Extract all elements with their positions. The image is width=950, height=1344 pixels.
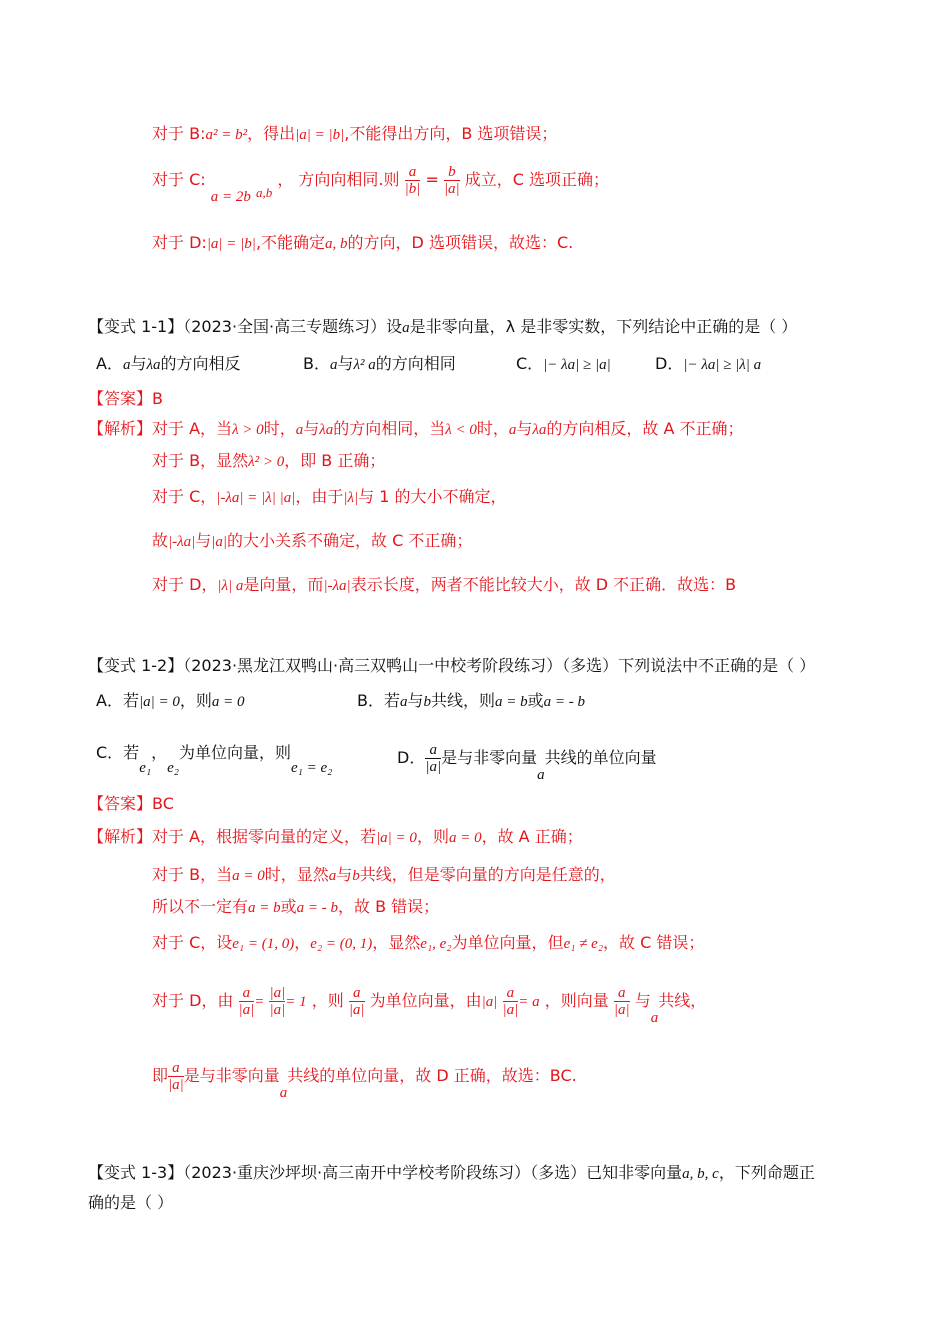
- solution-line-c: 对于 C: a = 2b $_{a,b}$ ， 方向向相同.则 $\frac{a}{|b|}$ = $\frac{b}{|a|}$ 成立，C 选项正确；: [152, 164, 610, 205]
- option-d[interactable]: D． $\frac{a}{|a|}$ 是与非零向量a共线的单位向量: [397, 742, 657, 783]
- analysis-1-1-line-3: 对于 C，|-λa| = |λ| |a|，由于|λ|与 1 的大小不确定，: [152, 487, 507, 506]
- question-1-3-continued: 确的是（ ）: [88, 1193, 174, 1212]
- option-a[interactable]: A．若|a| = 0，则a = 0: [96, 691, 245, 710]
- solution-line-b: 对于 B:a² = b²，得出|a| = |b|,不能得出方向，B 选项错误；: [152, 124, 558, 143]
- option-c[interactable]: C．|− λa| ≥ |a|: [516, 354, 611, 373]
- option-d[interactable]: D．|− λa| ≥ |λ| a: [655, 354, 762, 373]
- analysis-1-2-line-2: 对于 B，当a = 0时，显然a与b共线，但是零向量的方向是任意的，: [152, 865, 616, 884]
- question-1-1: 【变式 1-1】（2023·全国·高三专题练习）设a是非零向量，λ 是非零实数，下列结论中正确的是（ ）: [88, 317, 798, 336]
- analysis-1-2-line-3: 所以不一定有a = b或a = - b，故 B 错误；: [152, 897, 440, 916]
- answer-1-2: 【答案】BC: [88, 794, 174, 813]
- analysis-1-1-line-2: 对于 B，显然λ² > 0，即 B 正确；: [152, 451, 386, 470]
- fraction: $\frac{b}{|a|}$: [443, 164, 460, 197]
- analysis-1-2-line-4: 对于 C，设e₁ = (1, 0)，e₂ = (0, 1)，显然e₁, e₂为单位向量，但e₁ ≠ e₂，故 C 错误；: [152, 933, 705, 952]
- analysis-1-2-line-1: 【解析】对于 A，根据零向量的定义，若|a| = 0，则a = 0，故 A 正确；: [88, 827, 583, 846]
- option-c[interactable]: C．若e₁，e₂为单位向量，则e₁ = e₂: [96, 743, 333, 776]
- question-1-2: 【变式 1-2】（2023·黑龙江双鸭山·高三双鸭山一中校考阶段练习）（多选）下列说法中不正确的是（ ）: [88, 656, 816, 675]
- option-b[interactable]: B．若a与b共线，则a = b或a = - b: [357, 691, 586, 710]
- analysis-1-2-line-5: 对于 D，由 $\frac{a}{|a|}$ = $\frac{|a|}{|a|}$ = 1 ，则 $\frac{a}{|a|}$ 为单位向量，由|a| $\frac{a}{|a|}$ = a ，则向量 $\frac{a}{|a|}$ 与a共线，: [152, 985, 707, 1026]
- answer-1-1: 【答案】B: [88, 389, 163, 408]
- analysis-1-1-line-1: 【解析】对于 A，当λ > 0时，a与λa的方向相同，当λ < 0时，a与λa的方向相反，故 A 不正确；: [88, 419, 744, 438]
- fraction: $\frac{a}{|b|}$: [404, 164, 421, 197]
- solution-line-d: 对于 D:|a| = |b|,不能确定a, b的方向，D 选项错误，故选：C.: [152, 233, 574, 252]
- option-a[interactable]: A．a与λa的方向相反: [96, 354, 241, 373]
- option-b[interactable]: B．a与λ² a的方向相同: [303, 354, 456, 373]
- analysis-1-1-line-5: 对于 D，|λ| a是向量，而|-λa|表示长度，两者不能比较大小，故 D 不正确．故选：B: [152, 575, 737, 594]
- question-1-3: 【变式 1-3】（2023·重庆沙坪坝·高三南开中学校考阶段练习）（多选）已知非零向量a, b, c，下列命题正: [88, 1163, 815, 1182]
- analysis-1-1-line-4: 故|-λa|与|a|的大小关系不确定，故 C 不正确；: [152, 531, 473, 550]
- analysis-1-2-line-6: 即 $\frac{a}{|a|}$ 是与非零向量a共线的单位向量，故 D 正确，故选：BC.: [152, 1060, 577, 1101]
